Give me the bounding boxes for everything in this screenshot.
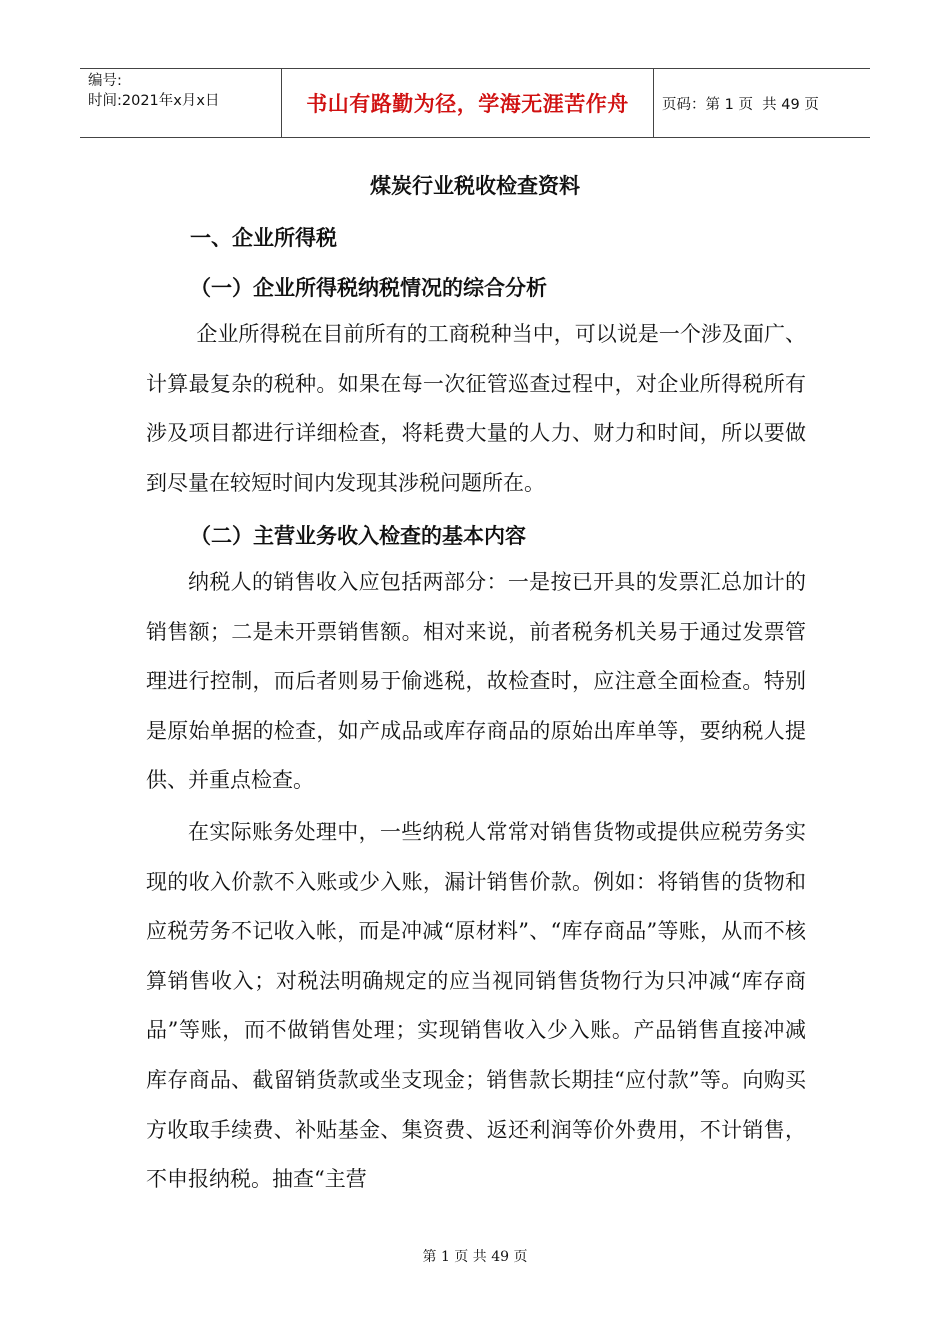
serial-number-label: 编号:	[88, 73, 122, 89]
header-motto: 书山有路勤为径，学海无涯苦作舟	[306, 92, 629, 116]
header-page-info: 页码：第 1 页 共 49 页	[662, 96, 819, 113]
section-heading-corporate-income-tax: 一、企业所得税	[190, 226, 337, 250]
document-title: 煤炭行业税收检查资料	[370, 174, 580, 198]
paragraph-accounting-practice: 在实际账务处理中，一些纳税人常常对销售货物或提供应税劳务实现的收入价款不入账或少入账，漏计销售价款。例如：将销售的货物和应税劳务不记收入帐，而是冲减“原材料”、“库存商品”等账，从而不核算销售收入；对税法明确规定的应当视同销售货物行为只冲减“库存商品”等账，而不做销售处理；实现销售收入少入账。产品销售直接冲减库存商品、截留销货款或坐支现金；销售款长期挂“应付款”等。向购买方收取手续费、补贴基金、集资费、返还利润等价外费用，不计销售，不申报纳税。抽查“主营	[146, 820, 806, 1192]
date-label: 时间:2021年x月x日	[88, 93, 220, 109]
page-footer: 第 1 页 共 49 页	[422, 1249, 528, 1265]
paragraph-intro: 企业所得税在目前所有的工商税种当中，可以说是一个涉及面广、计算最复杂的税种。如果在每一次征管巡查过程中，对企业所得税所有涉及项目都进行详细检查，将耗费大量的人力、财力和时间，所以要做到尽量在较短时间内发现其涉税问题所在。	[146, 322, 806, 495]
page-header	[80, 68, 870, 138]
subsection-heading-comprehensive-analysis: （一）企业所得税纳税情况的综合分析	[190, 276, 547, 300]
header-divider	[653, 69, 654, 137]
paragraph-sales-revenue: 纳税人的销售收入应包括两部分：一是按已开具的发票汇总加计的销售额；二是未开票销售额。相对来说，前者税务机关易于通过发票管理进行控制，而后者则易于偷逃税，故检查时，应注意全面检查。特别是原始单据的检查，如产成品或库存商品的原始出库单等，要纳税人提供、并重点检查。	[146, 570, 806, 793]
subsection-heading-main-business-revenue: （二）主营业务收入检查的基本内容	[190, 524, 526, 548]
header-meta	[88, 71, 278, 111]
